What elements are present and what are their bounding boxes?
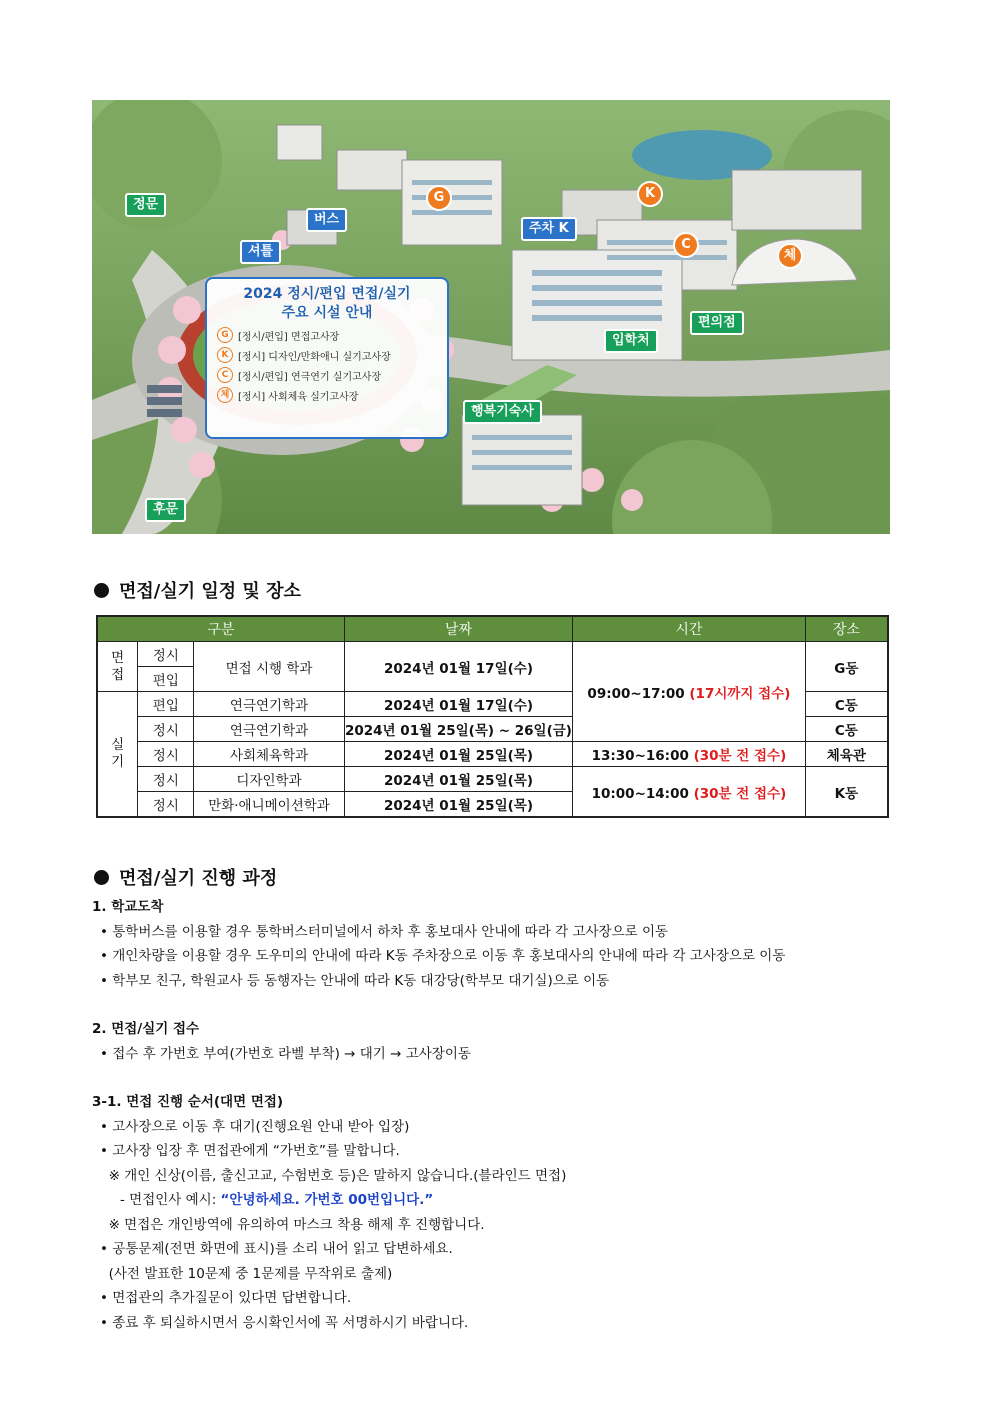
legend-mark-g: G [217, 327, 233, 343]
time-cell [573, 767, 806, 818]
time-note: (17시까지 접수) [689, 685, 791, 702]
list-item: • 고사장으로 이동 후 대기(진행요원 안내 받아 입장) [100, 1118, 410, 1135]
c-building-marker: C [673, 232, 699, 258]
bullet-icon [94, 870, 109, 885]
table-row [97, 742, 888, 767]
dept-cell: 연극연기학과 [194, 717, 345, 742]
time-value: 09:00~17:00 [587, 685, 685, 702]
parking-label: 주차 K [521, 217, 577, 241]
legend-item-text: [정시] 사회체육 실기고사장 [238, 391, 359, 403]
process-heading [94, 864, 277, 890]
type-cell: 정시 [138, 642, 194, 667]
map-legend [205, 277, 449, 439]
date-cell: 2024년 01월 25일(목) [344, 767, 572, 792]
list-item: • 통학버스를 이용할 경우 통학버스터미널에서 하차 후 홍보대사 안내에 따라 각 고사장으로 이동 [100, 923, 669, 940]
legend-item [217, 387, 447, 403]
place-cell: 체육관 [805, 742, 888, 767]
time-value: 13:30~16:00 [591, 748, 689, 764]
place-cell: C동 [805, 717, 888, 742]
date-cell: 2024년 01월 25일(목) ~ 26일(금) [344, 717, 572, 742]
legend-item [217, 327, 447, 343]
list-item: • 접수 후 가번호 부여(가번호 라벨 부착) → 대기 → 고사장이동 [100, 1045, 471, 1062]
header-time: 시간 [573, 616, 806, 642]
table-header-row [97, 616, 888, 642]
time-note: (30분 전 접수) [693, 785, 787, 802]
bus-label: 버스 [306, 208, 347, 232]
list-item: • 면접관의 추가질문이 있다면 답변합니다. [100, 1290, 352, 1306]
list-item: • 종료 후 퇴실하시면서 응시확인서에 꼭 서명하시기 바랍니다. [100, 1314, 469, 1331]
place-cell: K동 [805, 767, 888, 818]
time-note: (30분 전 접수) [693, 748, 787, 764]
dept-cell: 면접 시행 학과 [194, 642, 345, 692]
legend-title-line2: 주요 시설 안내 [281, 305, 373, 321]
admission-office-label: 입학처 [604, 329, 658, 353]
legend-mark-c: C [217, 367, 233, 383]
gym-marker: 체 [777, 243, 803, 269]
greeting-quote: “안녕하세요. 가번호 00번입니다.” [220, 1192, 434, 1208]
greeting-prefix: - 면접인사 예시: [120, 1192, 221, 1208]
greeting-example [92, 1188, 912, 1213]
schedule-table [96, 615, 889, 818]
legend-item-text: [정시] 디자인/만화애니 실기고사장 [238, 351, 391, 363]
list-item: • 학부모 친구, 학원교사 등 동행자는 안내에 따라 K동 대강당(학부모 대기실)으로 이동 [100, 972, 610, 989]
step2-title: 2. 면접/실기 접수 [92, 1021, 200, 1037]
legend-item [217, 347, 447, 363]
type-cell: 정시 [138, 792, 194, 818]
process-body [92, 895, 912, 1335]
back-gate-label: 후문 [145, 498, 186, 522]
time-value: 10:00~14:00 [591, 785, 689, 802]
campus-map [92, 100, 890, 534]
convenience-store-label: 편의점 [690, 311, 744, 335]
time-cell [573, 742, 806, 767]
type-cell: 정시 [138, 742, 194, 767]
dept-cell: 만화·애니메이션학과 [194, 792, 345, 818]
k-building-marker: K [637, 181, 663, 207]
legend-item [217, 367, 447, 383]
legend-title-line1: 2024 정시/편입 면접/실기 [243, 286, 411, 302]
spacer [92, 1066, 912, 1090]
place-cell: C동 [805, 692, 888, 717]
date-cell: 2024년 01월 25일(목) [344, 742, 572, 767]
header-date: 날짜 [344, 616, 572, 642]
shuttle-label: 셔틀 [240, 240, 281, 264]
list-item: (사전 발표한 10문제 중 1문제를 무작위로 출제) [100, 1265, 393, 1282]
header-place: 장소 [805, 616, 888, 642]
date-cell: 2024년 01월 25일(목) [344, 792, 572, 818]
header-category: 구분 [97, 616, 344, 642]
list-item: ※ 개인 신상(이름, 출신고교, 수험번호 등)은 말하지 않습니다.(블라인드 면접) [100, 1167, 567, 1184]
g-building-marker: G [426, 185, 452, 211]
type-cell: 편입 [138, 692, 194, 717]
dept-cell: 연극연기학과 [194, 692, 345, 717]
dept-cell: 사회체육학과 [194, 742, 345, 767]
schedule-heading-text: 면접/실기 일정 및 장소 [119, 581, 301, 602]
legend-mark-k: K [217, 347, 233, 363]
legend-item-text: [정시/편입] 연극연기 실기고사장 [238, 371, 382, 383]
type-cell: 정시 [138, 767, 194, 792]
legend-item-text: [정시/편입] 면접고사장 [238, 331, 340, 343]
dept-cell: 디자인학과 [194, 767, 345, 792]
schedule-heading [94, 577, 301, 603]
date-cell: 2024년 01월 17일(수) [344, 642, 572, 692]
place-cell: G동 [805, 642, 888, 692]
type-cell: 정시 [138, 717, 194, 742]
table-row [97, 642, 888, 667]
date-cell: 2024년 01월 17일(수) [344, 692, 572, 717]
type-cell: 편입 [138, 667, 194, 692]
dormitory-label: 행복기숙사 [463, 400, 542, 424]
table-row [97, 767, 888, 792]
process-heading-text: 면접/실기 진행 과정 [119, 868, 278, 889]
list-item: • 고사장 입장 후 면접관에게 “가번호”를 말합니다. [100, 1143, 400, 1159]
time-cell [573, 642, 806, 742]
list-item: • 개인차량을 이용할 경우 도우미의 안내에 따라 K동 주차장으로 이동 후 홍보대사의 안내에 따라 각 고사장으로 이동 [100, 948, 786, 964]
spacer [92, 993, 912, 1017]
step3-title: 3-1. 면접 진행 순서(대면 면접) [92, 1094, 284, 1110]
legend-mark-gym: 체 [217, 387, 233, 403]
step1-title: 1. 학교도착 [92, 899, 164, 915]
list-item: • 공통문제(전면 화면에 표시)를 소리 내어 읽고 답변하세요. [100, 1241, 453, 1257]
group-interview: 면 접 [97, 642, 138, 692]
main-gate-label: 정문 [125, 193, 166, 217]
list-item: ※ 면접은 개인방역에 유의하여 마스크 착용 해제 후 진행합니다. [100, 1216, 485, 1233]
group-practical: 실 기 [97, 692, 138, 818]
bullet-icon [94, 583, 109, 598]
